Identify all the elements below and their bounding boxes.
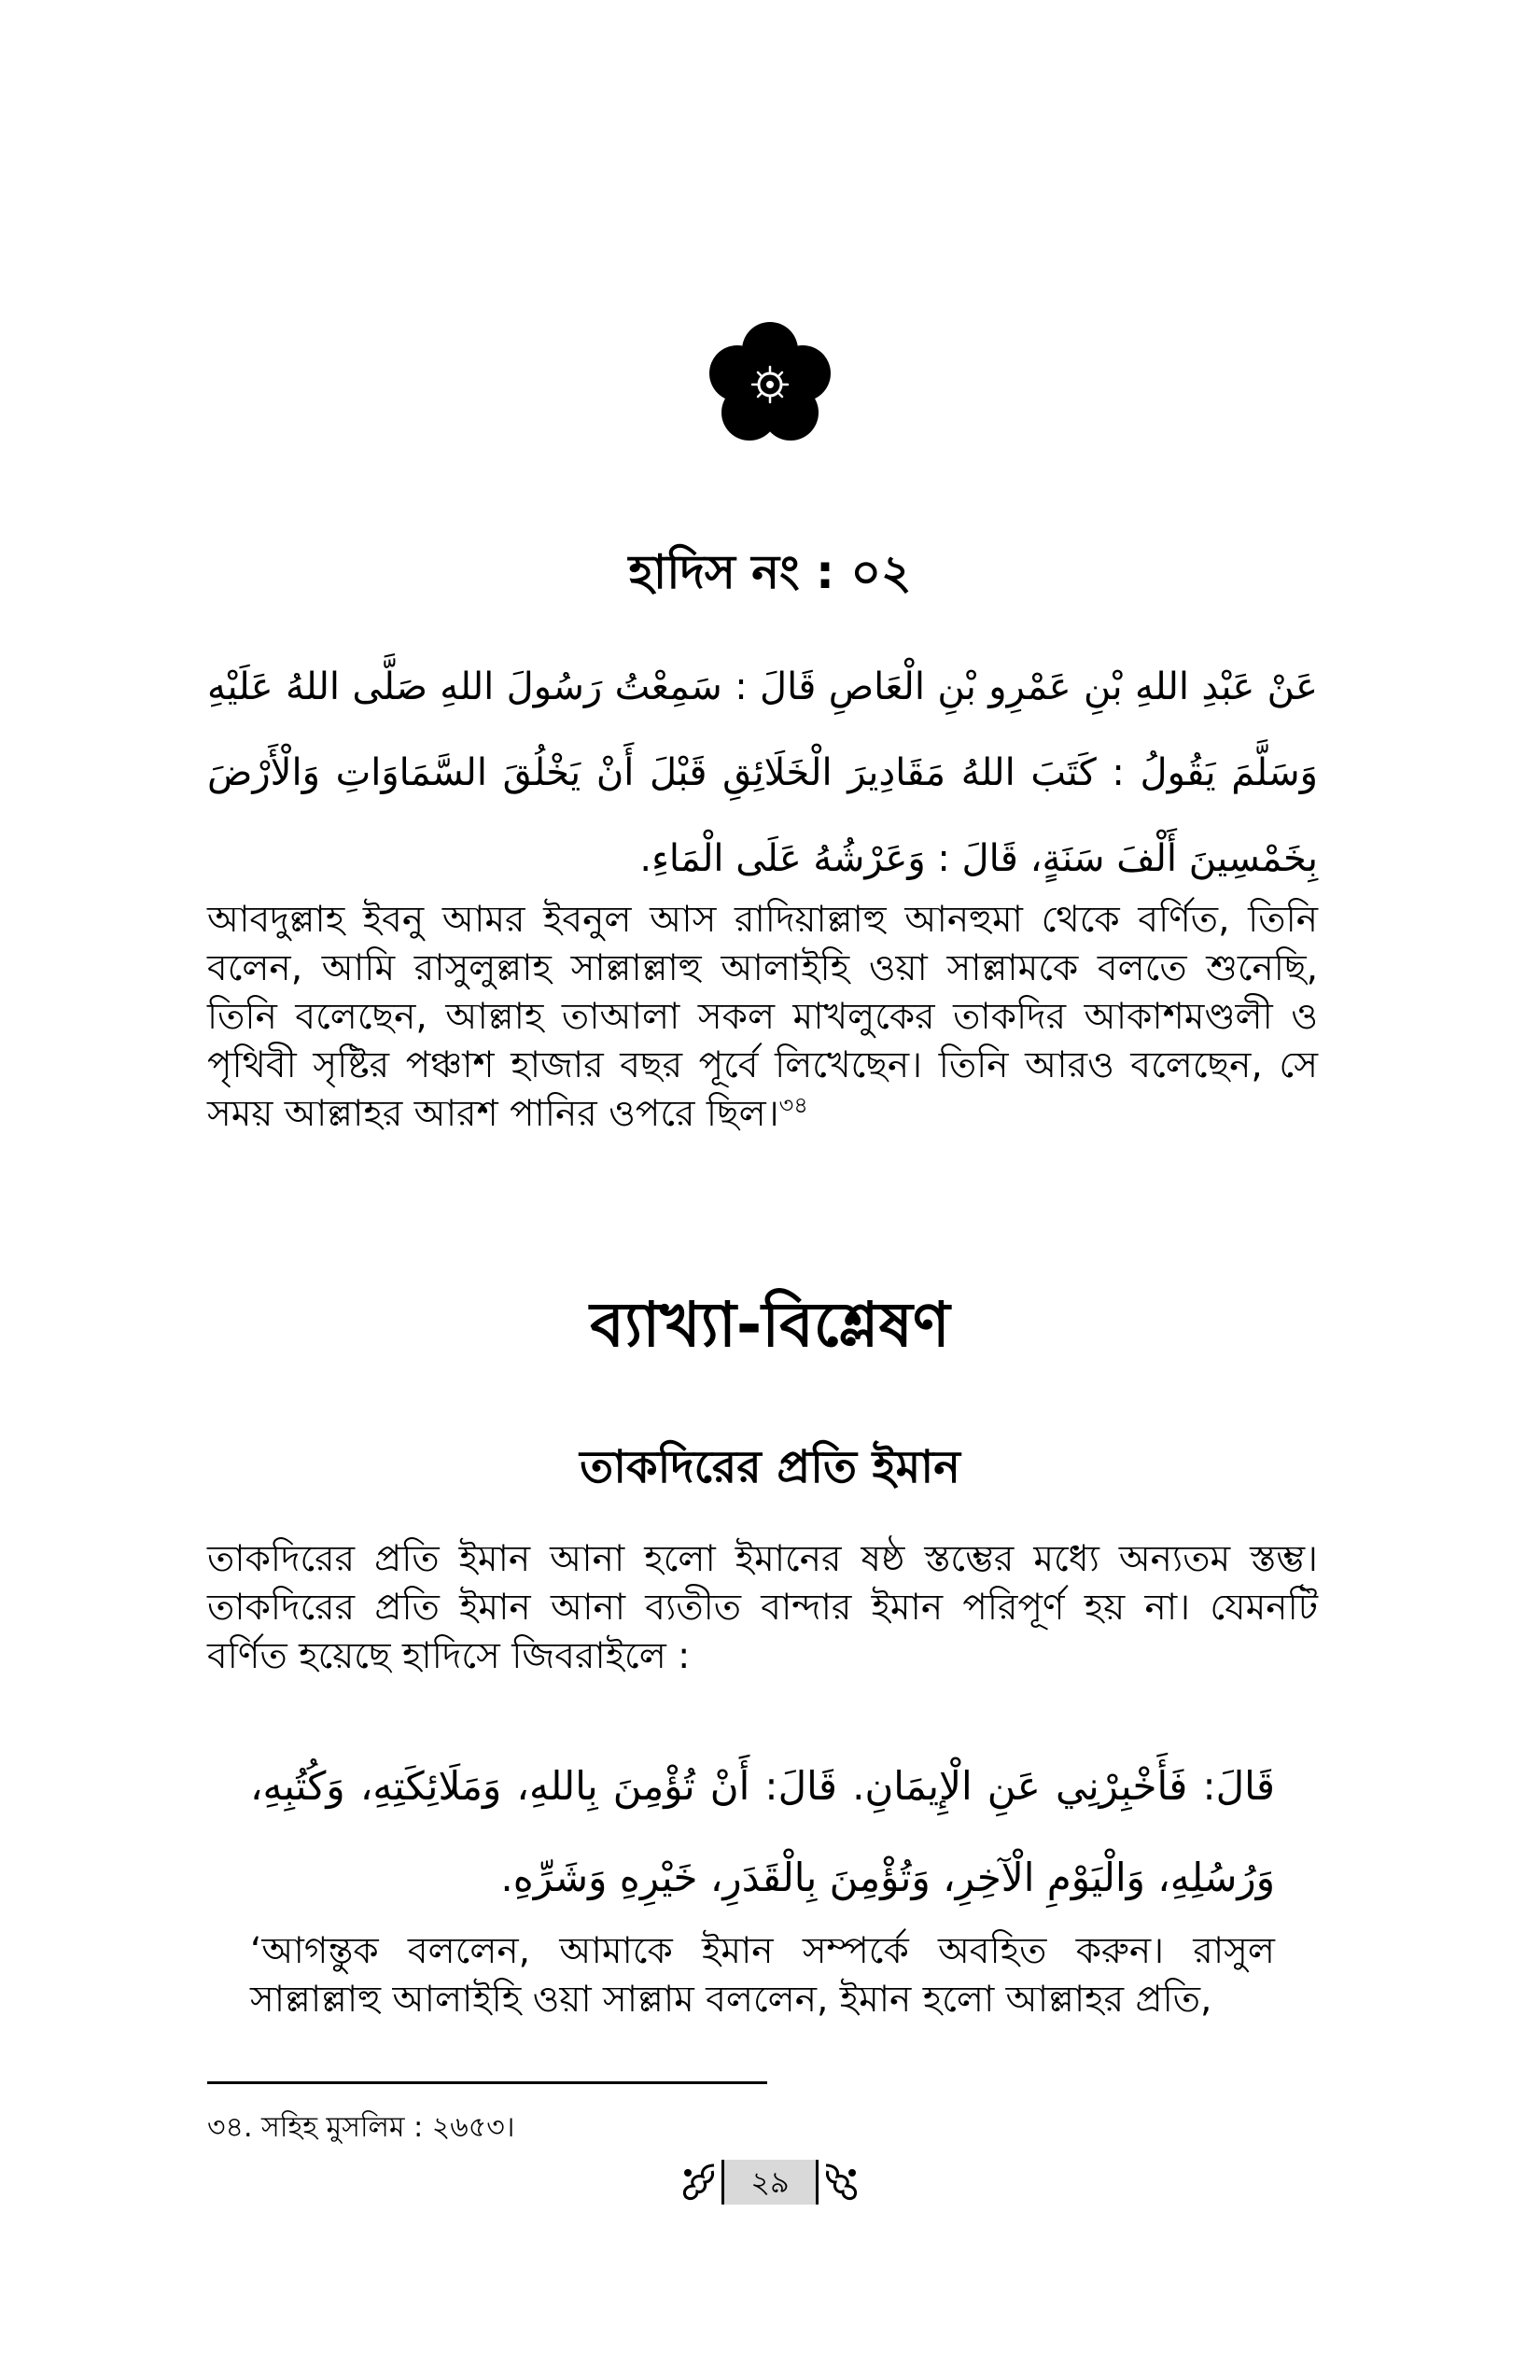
hadith-arabic-text: عَنْ عَبْدِ اللهِ بْنِ عَمْرِو بْنِ الْعَاصِ قَالَ : سَمِعْتُ رَسُولَ اللهِ صَلَّى اللهُ عَلَيْهِ وَسَلَّمَ يَقُولُ : كَتَبَ اللهُ مَقَادِيرَ الْخَلَائِقِ قَبْلَ أَنْ يَخْلُقَ السَّمَاوَاتِ وَالْأَرْضَ بِخَمْسِينَ أَلْفَ سَنَةٍ، قَالَ : وَعَرْشُهُ عَلَى الْمَاءِ. (207, 665, 1318, 880)
hadith-title: হাদিস নং : ০২ (628, 545, 912, 599)
left-page-ornament-icon (677, 2160, 718, 2205)
hadith-translation-text: আবদুল্লাহ ইবনু আমর ইবনুল আস রাদিয়াল্লাহু আনহুমা থেকে বর্ণিত, তিনি বলেন, আমি রাসুলুল্লাহ সাল্লাল্লাহু আলাইহি ওয়া সাল্লামকে বলতে শুনেছি, তিনি বলেছেন, আল্লাহ তাআলা সকল মাখলুকের তাকদির আকাশমণ্ডলী ও পৃথিবী সৃষ্টির পঞ্চাশ হাজার বছর পূর্বে লিখেছেন। তিনি আরও বলেছেন, সে সময় আল্লাহর আরশ পানির ওপরে ছিল। (207, 899, 1318, 1135)
page-number: ২৯ (721, 2160, 819, 2205)
section-paragraph: তাকদিরের প্রতি ইমান আনা হলো ইমানের ষষ্ঠ স্তম্ভের মধ্যে অন্যতম স্তম্ভ। তাকদিরের প্রতি ইমান আনা ব্যতীত বান্দার ইমান পরিপূর্ণ হয় না। যেমনটি বর্ণিত হয়েছে হাদিসে জিবরাইলে : (207, 1538, 1318, 1677)
footnote-divider (207, 2081, 767, 2084)
quote-translation: ‘আগন্তুক বললেন, আমাকে ইমান সম্পর্কে অবহিত করুন। রাসুল সাল্লাল্লাহু আলাইহি ওয়া সাল্লাম বললেন, ইমান হলো আল্লাহর প্রতি, (250, 1930, 1275, 2021)
subsection-title: তাকদিরের প্রতি ইমান (580, 1441, 960, 1493)
section-title: ব্যাখ্যা-বিশ্লেষণ (590, 1289, 950, 1361)
flower-ornament-icon (707, 322, 833, 447)
page-number-area (677, 2156, 863, 2208)
quote-arabic-text: قَالَ: فَأَخْبِرْنِي عَنِ الْإِيمَانِ. قَالَ: أَنْ تُؤْمِنَ بِاللهِ، وَمَلَائِكَتِهِ، وَكُتُبِهِ، وَرُسُلِهِ، وَالْيَوْمِ الْآخِرِ، وَتُؤْمِنَ بِالْقَدَرِ، خَيْرِهِ وَشَرِّهِ. (250, 1763, 1275, 1900)
hadith-translation (207, 896, 1318, 1139)
footnote-marker: ৩৪ (778, 1092, 808, 1118)
right-page-ornament-icon (822, 2160, 863, 2205)
footnote: ৩৪. সহিহ মুসলিম : ২৬৫৩। (207, 2111, 515, 2144)
